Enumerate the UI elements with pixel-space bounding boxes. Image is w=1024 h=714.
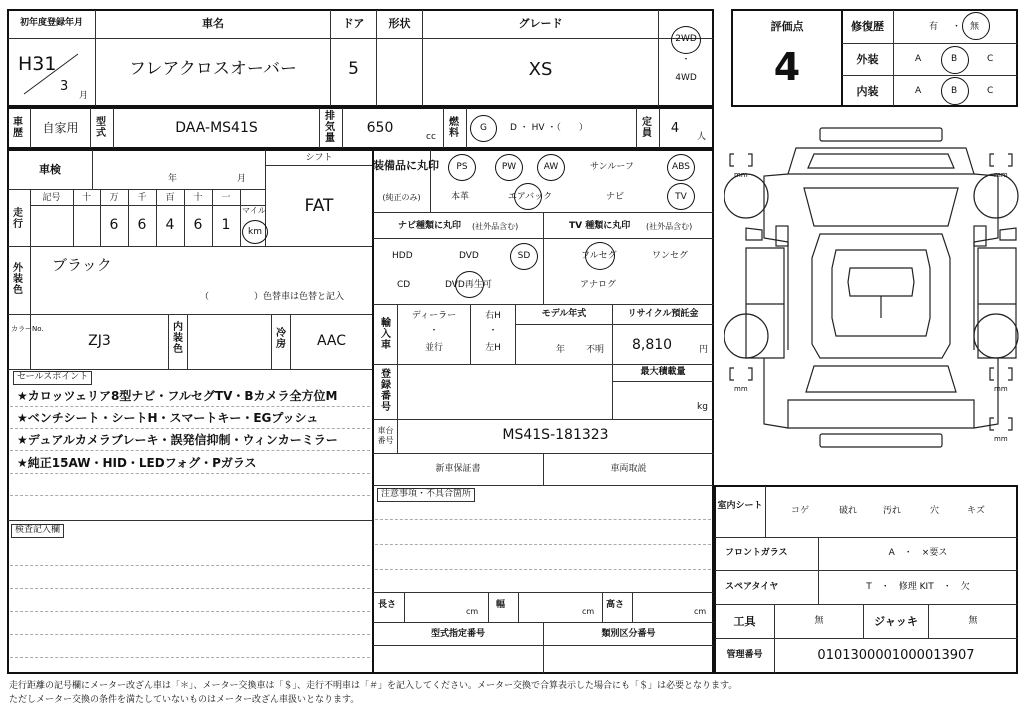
dashed-line — [10, 657, 370, 658]
height-unit: cm — [694, 607, 707, 616]
dim-col-line — [632, 592, 633, 622]
color-col-line — [187, 314, 188, 369]
max-load-label: 最大積載量 — [640, 367, 686, 377]
equip-aw-circle — [537, 154, 565, 181]
mm-label: mm — [994, 385, 1008, 393]
height-label: 高さ — [606, 600, 625, 610]
equip-airbag: エアバック — [507, 192, 553, 202]
km-label: km — [248, 227, 262, 237]
equip-pw-circle — [495, 154, 523, 181]
windshield-value: A ・ ×要ス — [888, 548, 948, 558]
footer-note: 走行距離の記号欄にメーター改ざん車は「＊」、メーター交換車は「＄」、走行不明車は「＃」を記入してください。メーター交換で合算表示した場合にも「＄」は必要となります。 — [9, 681, 738, 691]
tv-analog: アナログ — [580, 280, 617, 290]
new-car-warranty: 新車保証書 — [435, 464, 481, 474]
navi-label-sub: (社外品含む) — [472, 222, 519, 231]
length-label: 長さ — [378, 600, 397, 610]
displacement-value: 650 — [366, 120, 394, 136]
spec-col-line — [342, 108, 343, 148]
mileage-unit-header: 十 — [81, 193, 91, 203]
inspection-bottom — [8, 189, 265, 190]
width-unit: cm — [582, 607, 595, 616]
drive-4wd: 4WD — [675, 73, 697, 83]
seat-hole: 穴 — [930, 506, 940, 516]
eval-row-line — [842, 75, 1017, 76]
equip-tv: TV — [675, 192, 687, 202]
spec-col-line — [319, 108, 320, 148]
drive-2wd: 2WD — [675, 34, 697, 44]
jack-value: 無 — [968, 616, 978, 626]
equip-ps-circle — [448, 154, 476, 181]
reg-month: 3 — [60, 79, 69, 94]
management-value: 0101300001000013907 — [817, 648, 975, 663]
reg-era: H31 — [18, 53, 57, 75]
length-unit: cm — [466, 607, 479, 616]
fuel-g: G — [480, 123, 487, 133]
width-label: 幅 — [496, 600, 506, 610]
interior-b: B — [951, 86, 958, 96]
footer-note: ただしメーター交換の条件を満たしていないものはメーター改ざん車扱いとなります。 — [9, 695, 360, 705]
inspection-label: 車検 — [39, 163, 61, 176]
mileage-symbol-label: 記号 — [42, 193, 61, 203]
history-label: 車歴 — [13, 117, 23, 139]
interior-b-circle — [941, 77, 969, 105]
interior-color-label: 内装色 — [173, 322, 183, 355]
equip-tv-circle — [667, 183, 695, 210]
category-number-label: 類別区分番号 — [601, 629, 656, 639]
dim-col-line — [602, 592, 603, 622]
max-load-line — [612, 381, 713, 382]
tools-value: 無 — [814, 616, 824, 626]
exterior-c: C — [987, 54, 994, 64]
reg-month-unit: 月 — [79, 91, 89, 101]
mileage-digit: 6 — [193, 217, 203, 233]
inspection-month: 月 — [237, 174, 247, 184]
mileage-unit-header: 千 — [137, 193, 147, 203]
eval-divider — [893, 10, 894, 106]
sales-point-label: セールスポイント — [13, 371, 92, 385]
color-col-line — [271, 314, 272, 369]
interior-label: 内装 — [856, 85, 879, 98]
navi-dvd-play-circle — [455, 271, 484, 298]
import-dealer: ディーラー — [411, 311, 457, 321]
capacity-unit: 人 — [697, 132, 707, 142]
recycle-value: 8,810 — [632, 337, 673, 353]
drive-dot: ・ — [681, 55, 691, 65]
car-diagram — [724, 118, 1020, 478]
grade-label: グレード — [518, 17, 563, 30]
registration-label: 登録番号 — [381, 369, 391, 413]
exterior-a: A — [915, 54, 922, 64]
sales-point-line: ★ベンチシート・シートH・スマートキー・EGプッシュ — [17, 411, 319, 425]
mileage-label: 走行 — [13, 208, 23, 230]
navi-hdd: HDD — [392, 251, 413, 261]
dashed-line — [375, 519, 711, 520]
shift-header-line — [265, 165, 372, 166]
mm-label: mm — [994, 171, 1008, 179]
grade-value: XS — [528, 59, 553, 80]
chassis-value: MS41S-181323 — [502, 427, 609, 443]
car-name-label: 車名 — [202, 17, 224, 30]
repair-dot: ・ — [952, 22, 962, 32]
model-year-label: モデル年式 — [541, 309, 587, 319]
import-parallel: 並行 — [424, 343, 443, 353]
max-load-unit: kg — [697, 402, 708, 412]
cond-row-line — [715, 638, 1017, 639]
mm-label: mm — [734, 385, 748, 393]
seat-scratch: キズ — [967, 506, 985, 516]
spec-col-line — [90, 108, 91, 148]
mileage-col-line — [240, 189, 241, 246]
color-col-line — [30, 246, 31, 314]
section-line — [373, 592, 713, 593]
tv-oneseg: ワンセグ — [652, 251, 689, 261]
management-label: 管理番号 — [726, 650, 763, 660]
interior-c: C — [987, 86, 994, 96]
inspection-col-line — [92, 150, 93, 189]
inspector-label: 検査記入欄 — [11, 524, 64, 538]
main-split-line — [372, 150, 374, 673]
fuel-options: D ・ HV ・（ ） — [510, 123, 588, 133]
seat-tear: 破れ — [839, 506, 858, 516]
navi-sd-circle — [510, 243, 538, 270]
section-line — [373, 645, 713, 646]
recycle-label: リサイクル預託金 — [627, 309, 699, 319]
sales-point-line: ★純正15AW・HID・LEDフォグ・Pガラス — [17, 456, 257, 470]
equip-ps: PS — [456, 162, 468, 172]
section-line — [8, 369, 372, 370]
color-no-label-small: カラーNo. — [11, 325, 44, 333]
navi-label: ナビ種類に丸印 — [398, 221, 462, 231]
section-line — [8, 246, 372, 247]
navi-dvd-play: DVD再生可 — [445, 280, 492, 290]
cond-row-line — [715, 537, 1017, 538]
ac-value: AAC — [316, 333, 347, 349]
dashed-line — [375, 544, 711, 545]
equip-navi: ナビ — [605, 192, 624, 202]
tv-label-sub: (社外品含む) — [646, 222, 693, 231]
navi-tv-split — [543, 212, 544, 304]
exterior-color-label: 外装色 — [13, 263, 23, 296]
header-divider — [8, 38, 713, 39]
right-h: 右H — [485, 311, 501, 321]
interior-seat-label: 室内シート — [717, 501, 763, 511]
score-value: 4 — [773, 45, 801, 89]
recycle-unit: 円 — [699, 345, 709, 355]
mile-label: マイル — [242, 206, 266, 215]
section-line — [8, 520, 372, 521]
exterior-label: 外装 — [856, 53, 879, 66]
navi-cd: CD — [397, 280, 411, 290]
repair-no-circle — [962, 12, 990, 40]
import-header-line — [515, 324, 713, 325]
mileage-digit: 6 — [137, 217, 147, 233]
chassis-label: 車台番号 — [377, 426, 394, 445]
dim-col-line — [488, 592, 489, 622]
displacement-unit: cc — [426, 132, 436, 142]
color-col-line — [168, 314, 169, 369]
sales-point-line: ★カロッツェリア8型ナビ・フルセグTV・Bカメラ全方位M — [17, 389, 338, 403]
repair-label: 修復歴 — [851, 20, 884, 33]
score-label: 評価点 — [770, 20, 804, 33]
left-h: 左H — [485, 343, 501, 353]
reg-col-line — [397, 364, 398, 419]
mileage-digit: 4 — [165, 217, 175, 233]
fuel-label: 燃料 — [449, 117, 459, 139]
capacity-value: 4 — [670, 121, 680, 136]
seat-stain: 汚れ — [883, 506, 902, 516]
shift-value: FAT — [304, 196, 334, 216]
door-count: 5 — [348, 59, 359, 79]
notes-label: 注意事項・不具合箇所 — [377, 488, 475, 502]
jack-label: ジャッキ — [874, 615, 918, 628]
header-col-line — [658, 10, 659, 106]
dashed-line — [10, 634, 370, 635]
inspection-year: 年 — [168, 174, 178, 184]
spec-col-line — [466, 108, 467, 148]
section-line — [373, 485, 713, 486]
car-name: フレアクロスオーバー — [129, 59, 297, 79]
cond-col-line — [818, 537, 819, 604]
repair-yes: 有 — [929, 22, 939, 32]
tv-fullseg-circle — [585, 242, 615, 270]
mileage-unit-header: 一 — [221, 193, 231, 203]
repair-no: 無 — [970, 22, 980, 32]
equip-airbag-circle — [514, 183, 542, 210]
vehicle-manual: 車両取説 — [610, 464, 647, 474]
equip-pw: PW — [501, 162, 517, 172]
tv-label: TV 種類に丸印 — [569, 221, 631, 231]
mm-label: mm — [994, 435, 1008, 443]
color-no: ZJ3 — [88, 333, 111, 349]
section-line — [373, 419, 713, 420]
repaint-note: （ ）色替車は色替と記入 — [200, 292, 345, 302]
capacity-label: 定員 — [642, 117, 652, 139]
section-line — [373, 364, 713, 365]
mileage-digit: 6 — [109, 217, 119, 233]
reg-slash-icon — [22, 50, 82, 98]
equipment-label: 装備品に丸印 — [373, 159, 439, 172]
mileage-header-line — [30, 205, 265, 206]
equip-aw: AW — [543, 162, 559, 172]
dashed-line — [10, 428, 370, 429]
mm-label: mm — [734, 171, 748, 179]
windshield-label: フロントガラス — [725, 548, 788, 558]
tv-fullseg: フルセグ — [581, 251, 617, 261]
displacement-label: 排気量 — [325, 111, 335, 144]
exterior-b: B — [951, 54, 958, 64]
mileage-unit-header: 百 — [165, 193, 175, 203]
equip-abs: ABS — [672, 162, 690, 172]
interior-a: A — [915, 86, 922, 96]
exterior-color: ブラック — [52, 256, 112, 274]
reg-year-label: 初年度登録年月 — [19, 18, 83, 28]
model-year-year: 年 — [556, 345, 566, 355]
section-line — [8, 314, 372, 315]
history-value: 自家用 — [42, 121, 79, 135]
spec-col-line — [636, 108, 637, 148]
sales-point-line: ★デュアルカメラブレーキ・誤発信抑制・ウィンカーミラー — [17, 433, 338, 447]
spec-col-line — [443, 108, 444, 148]
navi-sd: SD — [517, 251, 531, 261]
type-designation-label: 型式指定番号 — [430, 629, 485, 639]
dashed-line — [10, 406, 370, 407]
ac-label: 冷房 — [276, 328, 286, 350]
import-label: 輸入車 — [381, 318, 391, 351]
dim-col-line — [404, 592, 405, 622]
dashed-line — [375, 569, 711, 570]
handle-dot: ・ — [488, 326, 498, 336]
equip-sunroof: サンルーフ — [590, 162, 634, 172]
spare-tire-label: スペアタイヤ — [725, 582, 779, 592]
cond-row-line — [715, 604, 1017, 605]
eval-row-line — [842, 43, 1017, 44]
equip-abs-circle — [667, 154, 695, 181]
equipment-label-sub: (純正のみ) — [382, 193, 421, 202]
dashed-line — [10, 450, 370, 451]
import-dot: ・ — [429, 326, 439, 336]
shift-label: シフト — [305, 153, 333, 163]
mileage-unit-header: 万 — [109, 193, 119, 203]
equip-leather: 本革 — [450, 192, 469, 202]
navi-dvd: DVD — [459, 251, 479, 261]
dashed-line — [10, 565, 370, 566]
tools-label: 工具 — [733, 615, 756, 628]
dim-col-line — [518, 592, 519, 622]
mileage-unit-header: 十 — [193, 193, 203, 203]
dashed-line — [10, 611, 370, 612]
dashed-line — [10, 588, 370, 589]
door-label: ドア — [342, 17, 365, 30]
spare-tire-value: T ・ 修理 KIT ・ 欠 — [866, 582, 970, 592]
mileage-digit: 1 — [221, 217, 231, 233]
model-value: DAA-MS41S — [175, 120, 258, 136]
model-year-unknown: 不明 — [586, 345, 605, 355]
dashed-line — [10, 495, 370, 496]
shape-label: 形状 — [388, 17, 411, 30]
cond-row-line — [715, 570, 1017, 571]
section-line — [373, 304, 713, 305]
seat-burn: コゲ — [791, 506, 810, 516]
model-label: 型式 — [96, 117, 106, 139]
dashed-line — [10, 473, 370, 474]
exterior-b-circle — [941, 46, 969, 74]
cond-col-line — [765, 486, 766, 537]
